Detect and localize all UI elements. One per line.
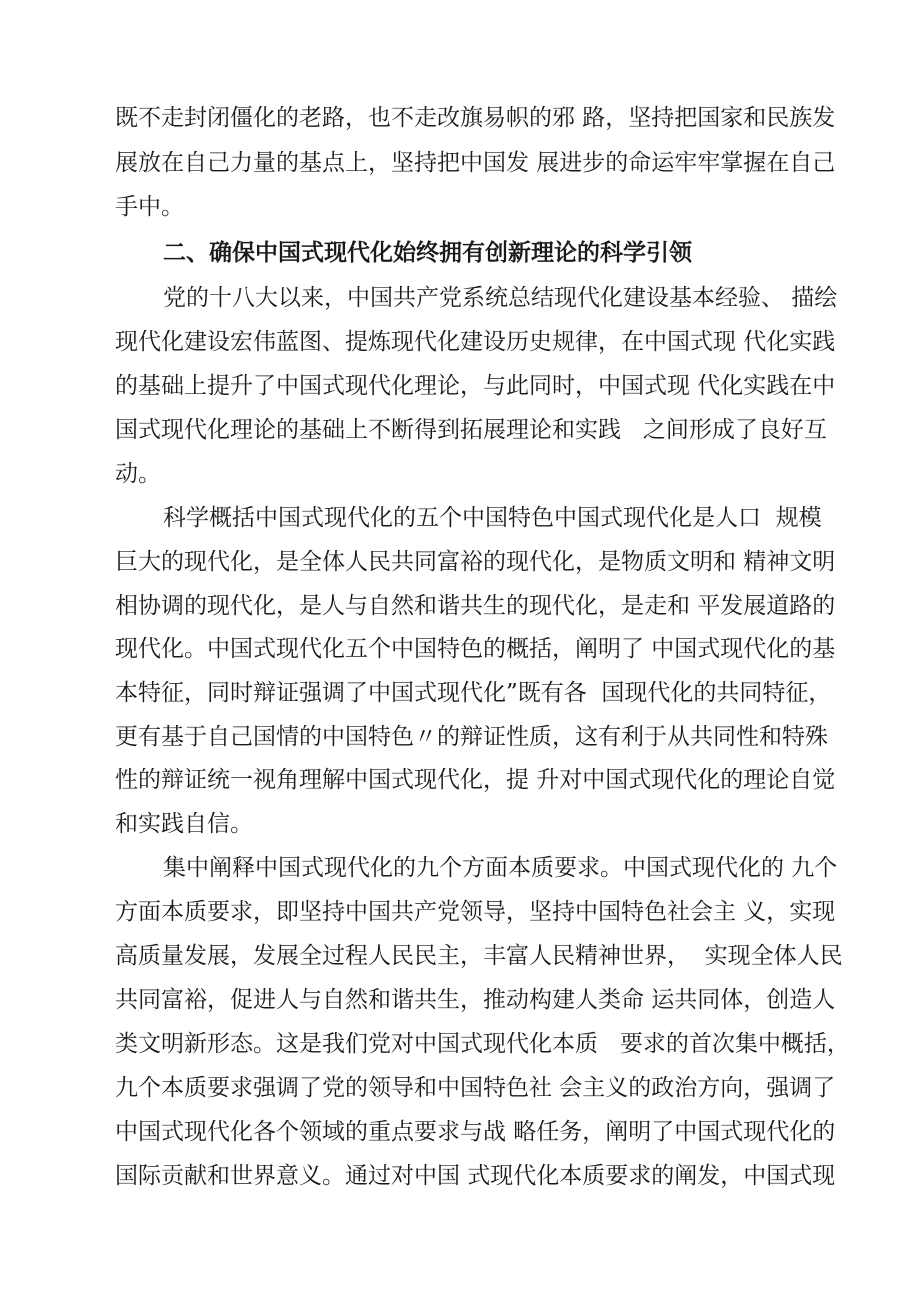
section-heading: 二、确保中国式现代化始终拥有创新理论的科学引领 [163,240,692,266]
paragraph-line: 性的辩证统一视角理解中国式现代化，提 升对中国式现代化的理论自觉 [115,767,836,793]
paragraph-line: 和实践自信。 [115,811,253,837]
paragraph-line: 手中。 [115,194,184,220]
paragraph-line: 的基础上提升了中国式现代化理论，与此同时，中国式现 代化实践在中 [115,373,836,399]
paragraph-line: 巨大的现代化，是全体人民共同富裕的现代化，是物质文明和 精神文明 [115,549,836,575]
paragraph-line: 既不走封闭僵化的老路，也不走改旗易帜的邪 路，坚持把国家和民族发 [115,105,836,131]
paragraph-line: 科学概括中国式现代化的五个中国特色中国式现代化是人口 规模 [163,505,822,531]
paragraph-line: 动。 [115,461,161,487]
paragraph-line: 九个本质要求强调了党的领导和中国特色社 会主义的政治方向，强调了 [115,1075,836,1101]
paragraph-line: 中国式现代化各个领域的重点要求与战 略任务，阐明了中国式现代化的 [115,1119,836,1145]
paragraph-line: 更有基于自己国情的中国特色〃的辩证性质，这有利于从共同性和特殊 [115,724,828,750]
paragraph-line: 现代化建设宏伟蓝图、提炼现代化建设历史规律，在中国式现 代化实践 [115,329,836,355]
paragraph-line: 共同富裕，促进人与自然和谐共生，推动构建人类命 运共同体，创造人 [115,987,836,1013]
paragraph-line: 相协调的现代化，是人与自然和谐共生的现代化，是走和 平发展道路的 [115,593,836,619]
paragraph-line: 党的十八大以来，中国共产党系统总结现代化建设基本经验、 描绘 [163,285,838,311]
paragraph-line: 类文明新形态。这是我们党对中国式现代化本质 要求的首次集中概括， [115,1031,850,1057]
paragraph-line: 国式现代化理论的基础上不断得到拓展理论和实践 之间形成了良好互 [115,417,827,443]
paragraph-line: 高质量发展，发展全过程人民民主，丰富人民精神世界， 实现全体人民 [115,943,843,969]
paragraph-line: 国际贡献和世界意义。通过对中国 式现代化本质要求的阐发，中国式现 [115,1163,836,1189]
paragraph-line: 现代化。中国式现代化五个中国特色的概括，阐明了 中国式现代化的基 [115,636,836,662]
paragraph-line: 展放在自己力量的基点上，坚持把中国发 展进步的命运牢牢掌握在自己 [115,150,836,176]
paragraph-line: 集中阐释中国式现代化的九个方面本质要求。中国式现代化的 九个 [163,855,838,881]
paragraph-line: 本特征，同时辩证强调了中国式现代化”既有各 国现代化的共同特征， [115,680,832,706]
paragraph-line: 方面本质要求，即坚持中国共产党领导，坚持中国特色社会主 义，实现 [115,899,836,925]
